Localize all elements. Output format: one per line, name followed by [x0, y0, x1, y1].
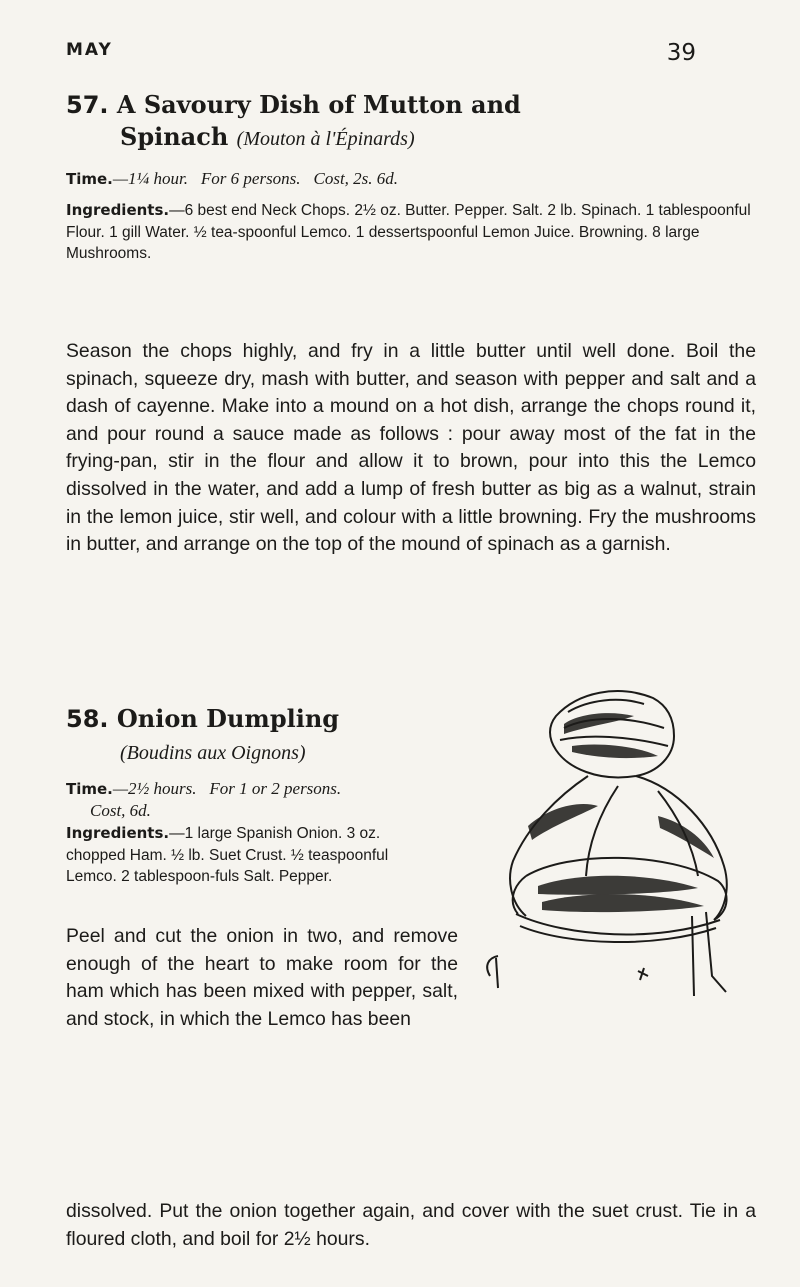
onion-dumpling-svg [468, 676, 746, 1012]
recipe-58-title [66, 703, 339, 735]
recipe-57-time-label: Time. [66, 170, 113, 188]
recipe-58-cost: Cost, 6d. [90, 801, 151, 820]
recipe-57-ingredients-label: Ingredients. [66, 201, 170, 219]
recipe-57-title-cont [120, 121, 415, 155]
recipe-57-ingredients-text: —6 best end Neck Chops. 2½ oz. Butter. Pepper. Salt. 2 lb. Spinach. 1 tablespoonful Flour. 1 gill Water. ½ tea-spoonful Lemco. 1 dessertspoonful Lemon Juice. Browning. 8 large Mushrooms. [66, 202, 751, 262]
recipe-58-ingredients [66, 823, 441, 888]
recipe-58-ingredients-text: —1 large Spanish Onion. 3 oz. chopped Ham. ½ lb. Suet Crust. ½ teaspoonful Lemco. 2 tablespoon-fuls Salt. Pepper. [66, 825, 389, 885]
recipe-57-number: 57. [66, 91, 109, 119]
recipe-57-title-line1: A Savoury Dish of Mutton and [116, 90, 521, 119]
running-head: MAY [66, 40, 113, 60]
recipe-58-method-wide: dissolved. Put the onion together again, and cover with the suet crust. Tie in a floured cloth, and boil for 2½ hours. [66, 1200, 756, 1250]
recipe-57-method: Season the chops highly, and fry in a little butter until well done. Boil the spinach, squeeze dry, mash with butter, and season with pepper and salt and a dash of cayenne. Make into a mound on a hot dish, arrange the chops round it, and pour round a sauce made as follows : pour away most of the fat in the frying-pan, stir in the flour and allow it to brown, pour into this the Lemco dissolved in the water, and add a lump of fresh butter as big as a walnut, strain in the lemon juice, stir well, and colour with a little browning. Fry the mushrooms in butter, and arrange on the top of the mound of spinach as a garnish. [66, 340, 756, 556]
recipe-57-title [66, 89, 756, 121]
recipe-57-title-line2: Spinach [120, 122, 229, 151]
recipe-58-serves: For 1 or 2 persons. [209, 779, 342, 798]
recipe-57-cost: Cost, 2s. 6d. [313, 169, 399, 188]
recipe-58-ingredients-label: Ingredients. [66, 824, 170, 842]
recipe-58-french-title: (Boudins aux Oignons) [120, 742, 306, 764]
recipe-57-meta [66, 168, 756, 190]
page-number: 39 [666, 40, 696, 66]
recipe-58-method-narrow: Peel and cut the onion in two, and remove enough of the heart to make room for the ham which has been mixed with pepper, salt, and stock, in which the Lemco has been [66, 925, 458, 1030]
recipe-57-time: —1¼ hour. [112, 169, 188, 188]
recipe-57-ingredients [66, 200, 756, 265]
recipe-57-serves: For 6 persons. [200, 169, 301, 188]
recipe-58-meta [66, 778, 456, 822]
recipe-58-number: 58. [66, 705, 109, 733]
recipe-58-time: —2½ hours. [112, 779, 197, 798]
recipe-58-title-line1: Onion Dumpling [116, 704, 340, 733]
recipe-58-time-label: Time. [66, 780, 113, 798]
onion-dumpling-illustration [468, 676, 746, 1012]
recipe-58-french-wrap [120, 735, 306, 769]
recipe-57-french-title: (Mouton à l'Épinards) [236, 128, 415, 150]
